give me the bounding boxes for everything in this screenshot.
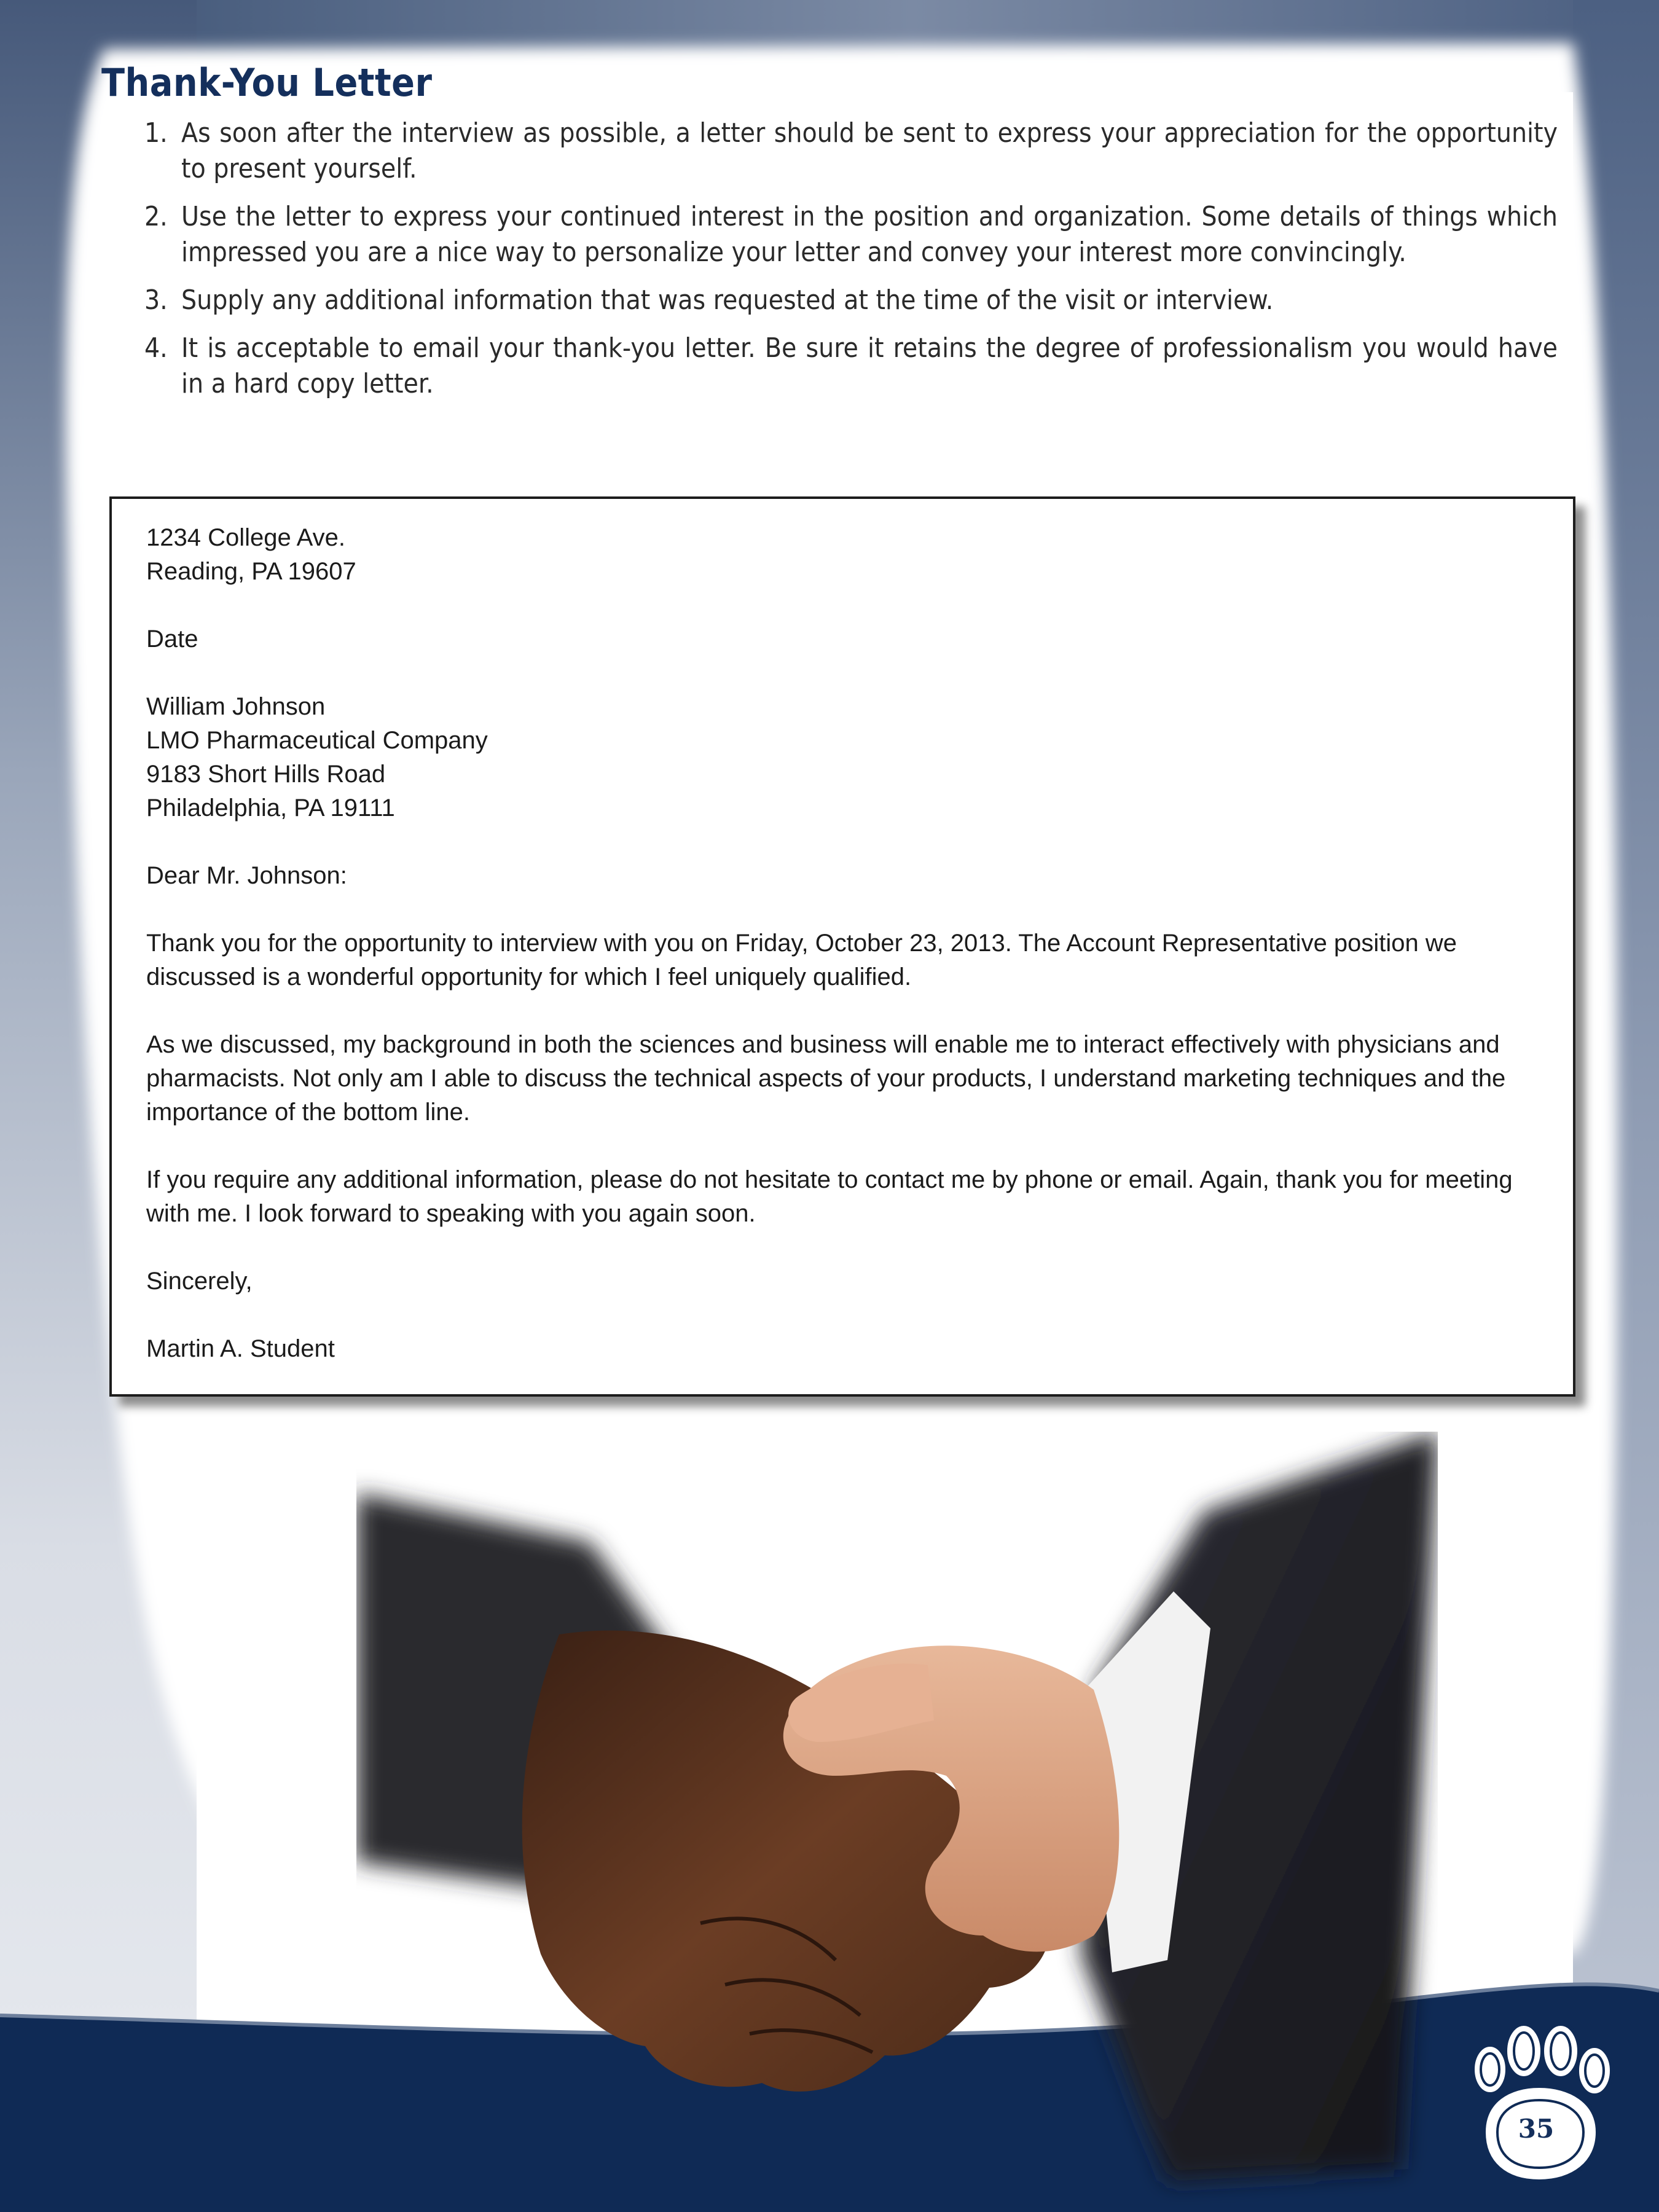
item-text: It is acceptable to email your thank-you letter. Be sure it retains the degree of professionalism you would have in a hard copy letter. [181, 332, 1558, 399]
sender-city: Reading, PA 19607 [146, 558, 356, 585]
paw-print-icon [1447, 2015, 1625, 2194]
list-item [144, 116, 1558, 187]
item-number: 1. [144, 117, 168, 149]
item-text: Use the letter to express your continued interest in the position and organization. Some details of things which impressed you are a nice way to personalize your letter and convey your interest more convincingly. [181, 201, 1558, 268]
letter-paragraph: As we discussed, my background in both the sciences and business will enable me to interact effectively with physicians and pharmacists. Not only am I able to discuss the technical aspects of your products, I understand marketing techniques and the importance of the bottom line. [146, 1031, 1506, 1126]
salutation: Dear Mr. Johnson: [146, 862, 347, 889]
tips-list [144, 116, 1558, 414]
closing: Sincerely, [146, 1268, 253, 1295]
recipient-city: Philadelphia, PA 19111 [146, 794, 395, 822]
letter-date: Date [146, 626, 198, 653]
sender-street: 1234 College Ave. [146, 524, 345, 551]
recipient-company: LMO Pharmaceutical Company [146, 727, 488, 754]
letter-paragraph: If you require any additional information, please do not hesitate to contact me by phone or email. Again, thank you for meeting with me. I look forward to speaking with you again soon. [146, 1166, 1513, 1227]
list-item [144, 199, 1558, 270]
list-item [144, 331, 1558, 402]
item-number: 4. [144, 332, 168, 364]
list-item [144, 283, 1558, 318]
page-number: 35 [1518, 2114, 1555, 2144]
letter-paragraph: Thank you for the opportunity to interview with you on Friday, October 23, 2013. The Account Representative position we discussed is a wonderful opportunity for which I feel uniquely qualified. [146, 930, 1457, 990]
item-number: 3. [144, 284, 168, 316]
handshake-photo [356, 1432, 1438, 2212]
recipient-name: William Johnson [146, 693, 326, 720]
item-text: Supply any additional information that was requested at the time of the visit or interview. [181, 284, 1274, 316]
sample-letter [109, 496, 1575, 1397]
page-title: Thank-You Letter [101, 60, 433, 105]
signature-name: Martin A. Student [146, 1335, 335, 1362]
recipient-street: 9183 Short Hills Road [146, 761, 386, 788]
item-number: 2. [144, 201, 168, 232]
item-text: As soon after the interview as possible, a letter should be sent to express your appreciation for the opportunity to present yourself. [181, 117, 1558, 184]
